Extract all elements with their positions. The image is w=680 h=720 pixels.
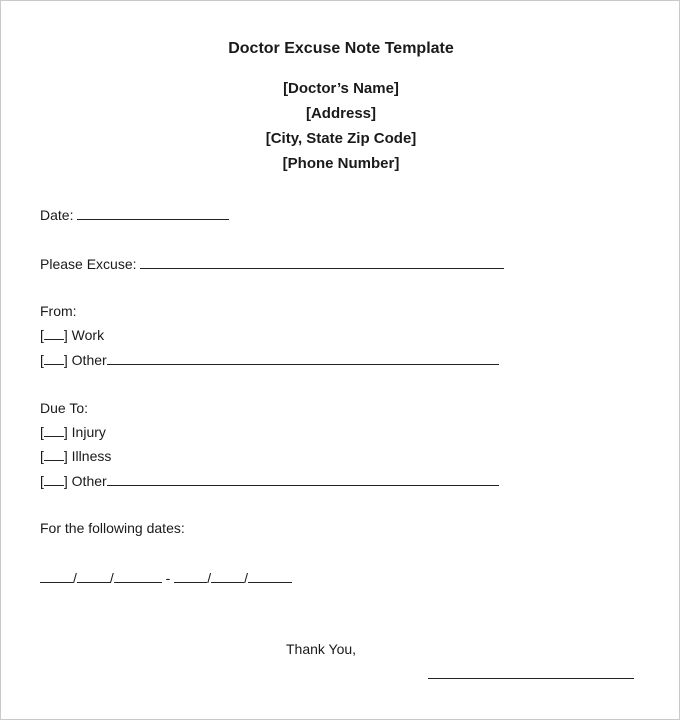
due-other-blank — [107, 471, 499, 486]
date-row — [40, 205, 229, 224]
from-work-row — [40, 326, 104, 344]
injury-label: Injury — [71, 424, 106, 440]
end-day-blank — [211, 568, 244, 583]
end-year-blank — [248, 568, 292, 583]
end-month-blank — [174, 568, 207, 583]
date-slash: / — [109, 570, 114, 586]
phone-number: [Phone Number] — [282, 155, 400, 172]
checkbox-close: ] — [63, 327, 68, 343]
date-label: Date: — [40, 207, 74, 223]
signature-line — [428, 678, 634, 679]
checkbox-open: [ — [40, 473, 44, 489]
start-day-blank — [77, 568, 110, 583]
from-other-blank — [107, 350, 499, 365]
start-year-blank — [114, 568, 162, 583]
city-state-zip: [City, State Zip Code] — [265, 130, 417, 147]
checkbox-open: [ — [40, 327, 44, 343]
work-label: Work — [71, 327, 105, 343]
checkbox-open: [ — [40, 424, 44, 440]
following-dates-label: For the following dates: — [40, 520, 185, 536]
date-range-dash: - — [165, 570, 171, 586]
checkbox-work — [44, 326, 64, 340]
checkbox-injury — [44, 423, 64, 437]
checkbox-close: ] — [63, 473, 68, 489]
document-title: Doctor Excuse Note Template — [228, 40, 454, 57]
date-blank — [77, 205, 229, 220]
thank-you-text: Thank You, — [286, 641, 357, 657]
date-slash: / — [73, 570, 77, 586]
date-range-row — [40, 568, 292, 587]
please-excuse-label: Please Excuse: — [40, 256, 137, 272]
doctor-name: [Doctor’s Name] — [283, 80, 399, 97]
from-label: From: — [40, 303, 77, 319]
checkbox-open: [ — [40, 448, 44, 464]
other-label: Other — [71, 352, 107, 368]
due-to-label: Due To: — [40, 400, 88, 416]
start-month-blank — [40, 568, 73, 583]
due-injury-row — [40, 423, 106, 441]
please-excuse-blank — [140, 254, 504, 269]
checkbox-close: ] — [63, 424, 68, 440]
checkbox-open: [ — [40, 352, 44, 368]
date-slash: / — [244, 570, 249, 586]
checkbox-due-other — [44, 472, 64, 486]
date-slash: / — [207, 570, 212, 586]
checkbox-other — [44, 351, 64, 365]
from-other-row — [40, 350, 499, 369]
illness-label: Illness — [71, 448, 112, 464]
please-excuse-row — [40, 254, 504, 273]
address: [Address] — [305, 105, 376, 122]
checkbox-illness — [44, 447, 64, 461]
due-other-row — [40, 471, 499, 490]
checkbox-close: ] — [63, 352, 68, 368]
checkbox-close: ] — [63, 448, 68, 464]
due-illness-row — [40, 447, 111, 465]
due-other-label: Other — [71, 473, 107, 489]
